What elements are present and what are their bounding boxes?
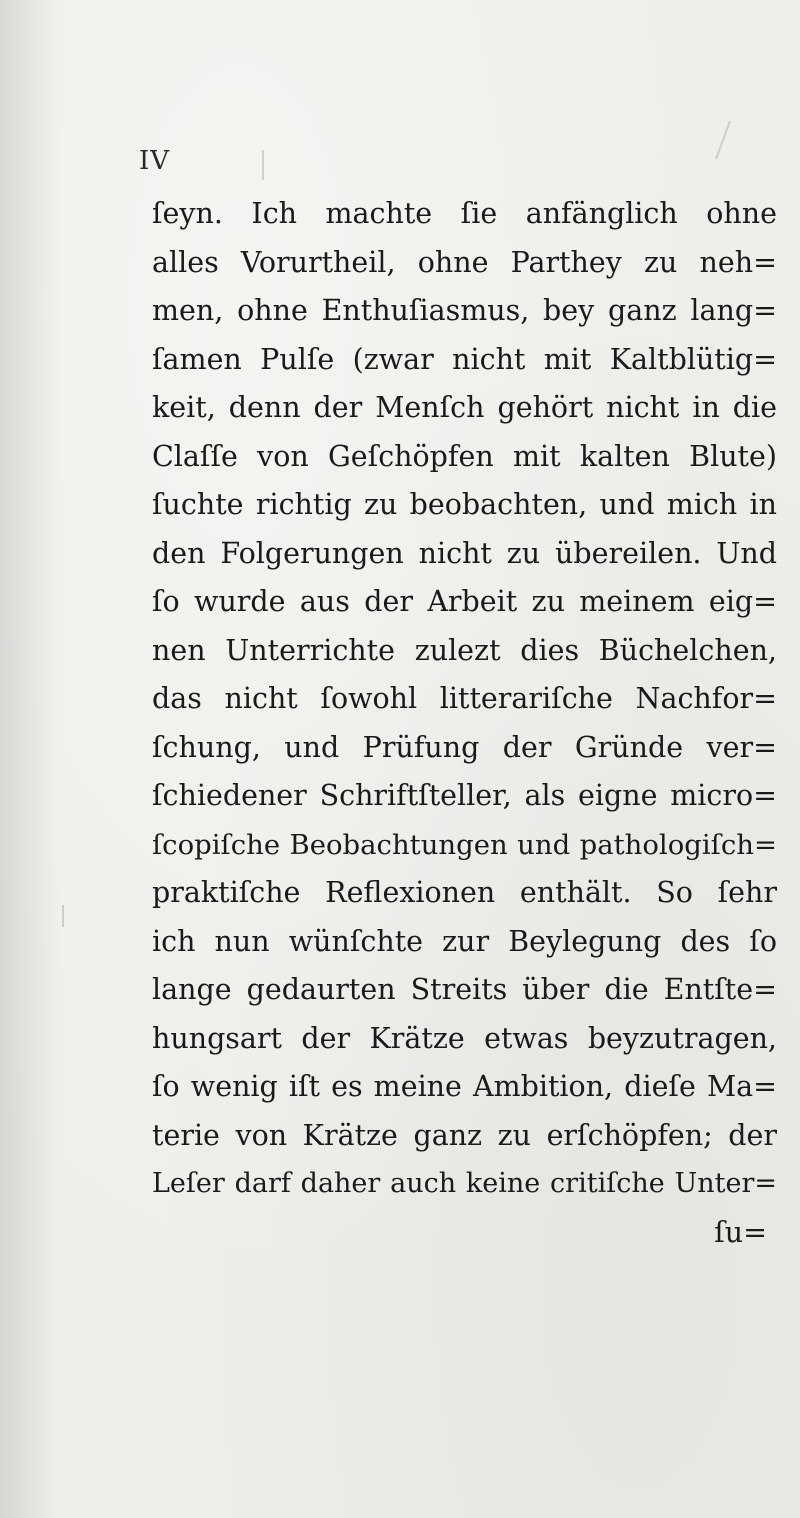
text-line: ſamen Pulſe (zwar nicht mit Kaltblütig= [152, 342, 777, 376]
text-line: ſo wurde aus der Arbeit zu meinem eig= [152, 585, 777, 618]
text-line: ich nun wünſchte zur Beylegung des ſo [152, 924, 777, 958]
text-line: ſchung, und Prüfung der Gründe ver= [152, 730, 777, 764]
text-line: ſo wenig iſt es meine Ambition, dieſe Ma= [152, 1070, 777, 1103]
text-line: ſcopiſche Beobachtungen und pathologiſch= [152, 828, 777, 861]
text-line: hungsart der Krätze etwas beyzutragen, [152, 1021, 777, 1055]
text-line: praktiſche Reflexionen enthält. So ſehr [152, 876, 777, 909]
paper-scratch [262, 150, 264, 180]
paper-scratch [62, 905, 64, 927]
text-line: ſchiedener Schriftſteller, als eigne micro= [152, 779, 777, 812]
text-line: alles Vorurtheil, ohne Parthey zu neh= [152, 245, 777, 279]
text-line: Leſer darf daher auch keine critiſche Unter= [152, 1168, 777, 1199]
page-number: IV [139, 146, 171, 176]
text-line: keit, denn der Menſch gehört nicht in die [152, 391, 777, 424]
page-gutter-shadow [0, 0, 60, 1518]
paper-scratch [715, 121, 731, 159]
text-line: terie von Krätze ganz zu erſchöpfen; der [152, 1118, 777, 1152]
text-line: lange gedaurten Streits über die Entſte= [152, 973, 777, 1006]
text-line: ſeyn. Ich machte ſie anfänglich ohne [152, 197, 777, 230]
body-text [152, 190, 777, 1257]
text-line: men, ohne Enthuſiasmus, bey ganz lang= [152, 294, 777, 327]
text-line: Claſſe von Geſchöpfen mit kalten Blute) [152, 439, 777, 473]
text-line: den Folgerungen nicht zu übereilen. Und [152, 536, 777, 570]
text-line: nen Unterrichte zulezt dies Büchelchen, [152, 633, 777, 667]
text-line: das nicht ſowohl litterariſche Nachfor= [152, 682, 777, 715]
catchword: ſu= [714, 1215, 767, 1249]
text-line: ſuchte richtig zu beobachten, und mich in [152, 488, 777, 521]
